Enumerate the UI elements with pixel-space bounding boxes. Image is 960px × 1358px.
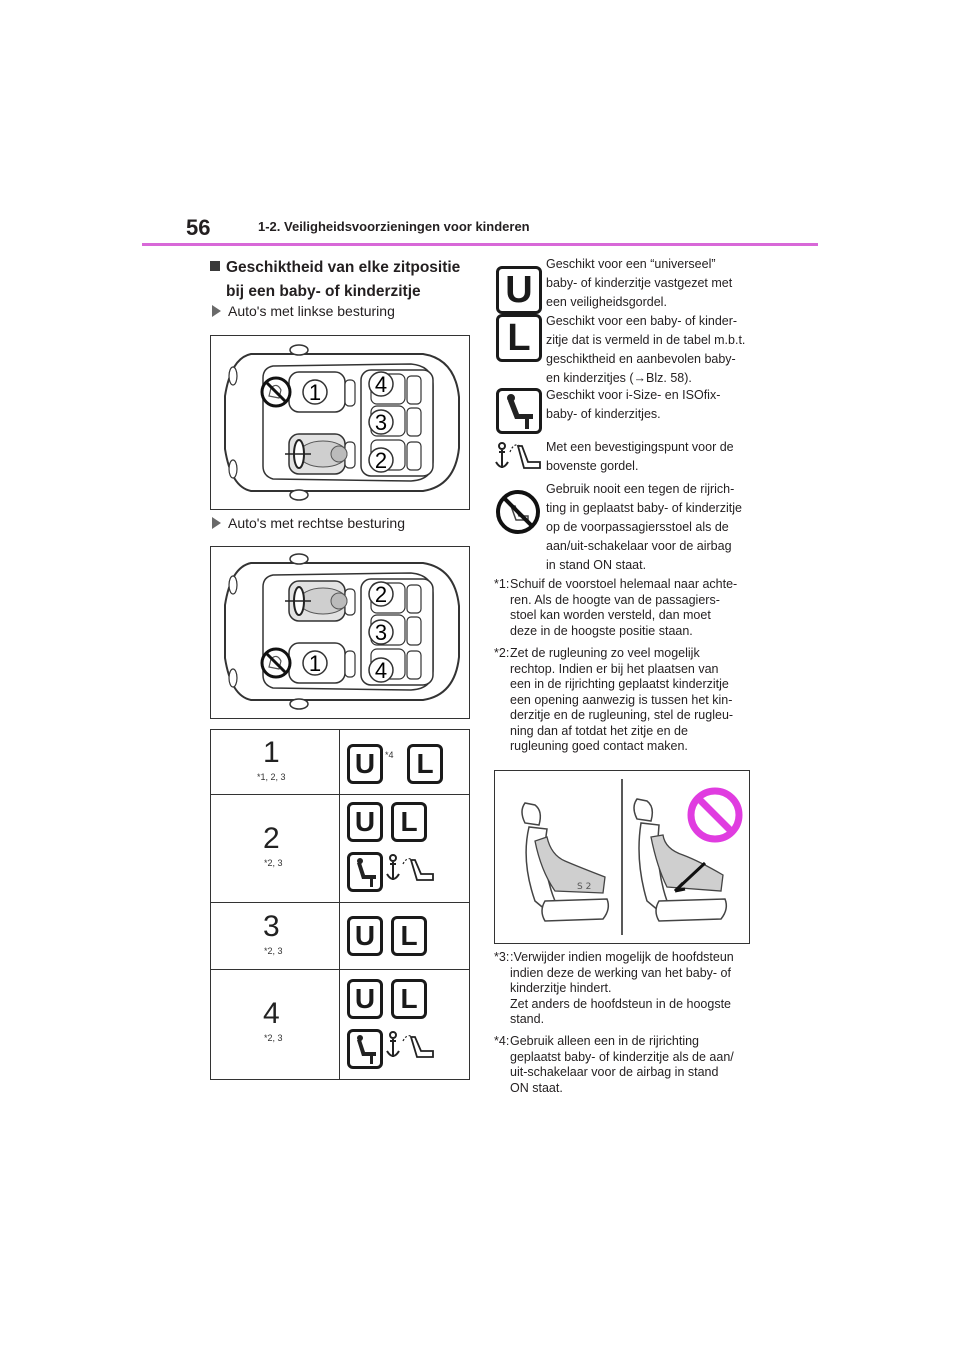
- l-category-icon: L: [391, 979, 427, 1019]
- table-row: [211, 969, 469, 1079]
- square-bullet-icon: [210, 261, 220, 271]
- u-category-icon: U: [347, 979, 383, 1019]
- row-seat-number: 1: [263, 736, 280, 769]
- triangle-bullet-icon: [212, 517, 221, 529]
- row-footnote-refs: *1, 2, 3: [257, 772, 286, 782]
- isofix-seat-icon: [347, 852, 383, 892]
- legend-u-description: Geschikt voor een “universeel” baby- of kinderzitje vastgezet met een veiligheidsgordel.: [546, 257, 733, 309]
- legend-anchor-tether-icon: [494, 438, 542, 476]
- row-footnote-refs: *2, 3: [264, 946, 283, 956]
- l-category-icon: L: [391, 802, 427, 842]
- rhd-car-diagram: [210, 546, 470, 719]
- rhd-seat-2-number: 2: [374, 582, 388, 607]
- lhd-seat-4-number: 4: [374, 372, 388, 397]
- lhd-subheading: Auto's met linkse besturing: [212, 302, 395, 320]
- legend-l-description: Geschikt voor een baby- of kinder- zitje dat is vermeld in de tabel m.b.t. geschiktheid en aanbevolen baby- en kinderzitjes (→Blz. 58).: [546, 314, 746, 385]
- lhd-seat-3-number: 3: [374, 410, 388, 435]
- row-footnote-refs: *2, 3: [264, 858, 283, 868]
- footnote-2: *2: Zet de rugleuning zo veel mogelijk rechtop. Indien er bij het plaatsen van een in de rijrichting geplaatst kinderzitje een opening aanwezig is tussen het kin- derzitje en de rugleuning, stel de rugleu- ning dan af totdat het zitje en de rugleuning goed contact maken.: [494, 646, 734, 753]
- section-title: 1-2. Veiligheidsvoorzieningen voor kinderen: [258, 219, 530, 234]
- rhd-car-illustration: [211, 547, 469, 718]
- row-seat-number: 4: [263, 997, 280, 1030]
- isofix-seat-icon: [347, 1029, 383, 1069]
- footnote-4: *4: Gebruik alleen een in de rijrichting geplaatst baby- of kinderzitje als de aan/ uit-schakelaar voor de airbag in stand ON staat.: [494, 1034, 734, 1095]
- correct-seat-drawing: [522, 803, 608, 921]
- lhd-seat-1-number: 1: [308, 380, 322, 405]
- u-category-icon: U: [347, 744, 383, 784]
- row-footnote-mark: *4: [385, 750, 394, 760]
- l-category-icon: L: [407, 744, 443, 784]
- legend-prohibition-icon: [494, 488, 542, 536]
- legend-anchor-description: Met een bevestigingspunt voor de bovenste gordel.: [546, 440, 734, 473]
- table-row: [211, 730, 469, 795]
- suitability-table: [210, 729, 470, 1080]
- u-category-icon: U: [347, 916, 383, 956]
- header-rule: [142, 243, 818, 246]
- row-footnote-refs: *2, 3: [264, 1033, 283, 1043]
- table-row: [211, 902, 469, 970]
- lhd-car-diagram: [210, 335, 470, 510]
- triangle-bullet-icon: [212, 305, 221, 317]
- prohibition-icon: [691, 791, 739, 839]
- section-heading: Geschiktheid van elke zitpositie bij een baby- of kinderzitje: [210, 256, 480, 304]
- rhd-seat-4-number: 4: [374, 658, 388, 683]
- footnote-1: *1: Schuif de voorstoel helemaal naar achte- ren. Als de hoogte van de passagiers- stoel kan worden versteld, dan moet deze in de hoogste positie staan.: [494, 577, 738, 638]
- legend-l-icon: L: [496, 314, 542, 362]
- page-number: 56: [186, 215, 211, 240]
- lhd-car-illustration: [211, 336, 469, 509]
- lhd-seat-2-number: 2: [374, 448, 388, 473]
- legend-never-description: Gebruik nooit een tegen de rijrich- ting in geplaatst baby- of kinderzitje op de voorpassagiersstoel als de aan/uit-schakelaar voor de airbag in stand ON staat.: [546, 482, 742, 572]
- table-row: [211, 794, 469, 903]
- no-rear-facing-seat-icon: [262, 378, 290, 406]
- u-category-icon: U: [347, 802, 383, 842]
- rhd-seat-1-number: 1: [308, 651, 322, 676]
- anchor-tether-icon: [385, 852, 435, 888]
- l-category-icon: L: [391, 916, 427, 956]
- seat-position-illustration: [494, 770, 750, 944]
- legend-isofix-description: Geschikt voor i-Size- en ISOfix- baby- of kinderzitjes.: [546, 388, 721, 421]
- legend-isofix-icon: [496, 388, 542, 434]
- rhd-seat-3-number: 3: [374, 620, 388, 645]
- svg-text:S 2: S 2: [577, 882, 592, 892]
- footnote-3: *3: :Verwijder indien mogelijk de hoofdsteun indien deze de werking van het baby- of kinderzitje hindert. Zet anders de hoofdsteun in de hoogste stand.: [494, 950, 734, 1026]
- legend-u-icon: U: [496, 266, 542, 314]
- no-rear-facing-seat-icon: [262, 649, 290, 677]
- row-seat-number: 3: [263, 910, 280, 943]
- anchor-tether-icon: [385, 1029, 435, 1065]
- rhd-subheading: Auto's met rechtse besturing: [212, 514, 405, 532]
- row-seat-number: 2: [263, 822, 280, 855]
